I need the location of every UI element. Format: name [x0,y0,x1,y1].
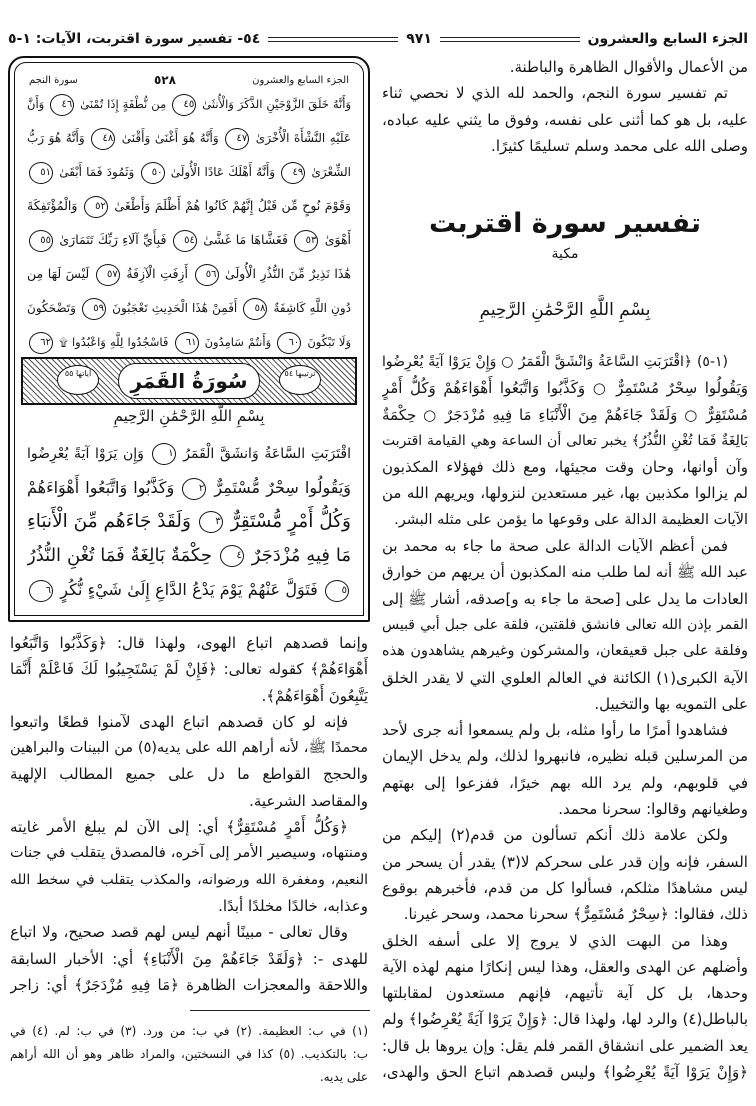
ayah-number-marker: ٤٩ [281,162,305,184]
text-line: العادات ما يدل على [صحة ما جاء به و]صدقه، أشار ﷺ إلى [382,589,748,608]
basmala: بِسْمِ اللَّهِ الرَّحْمَٰنِ الرَّحِيمِ [479,300,651,320]
text-line: وصلى الله على محمد وسلم تسليمًا كثيرًا. [491,136,748,155]
text-line: من المرسلين قبله نظيره، فانبهروا لذلك، ولم يدخل الإيمان [382,747,748,766]
ayah-number-marker: ٤ [220,545,244,567]
quran-text: وَلَا تَبْكُونَ [303,335,351,349]
quran-line [27,121,351,155]
text-line: للهدى -: ﴿وَلَقَدْ جَاءَهُمْ مِنَ الْأَنْبَاءِ﴾ أي: الأخبار السابقة [10,949,368,968]
text-line: والمقاصد الشرعية. [249,791,368,810]
text-line: وهذا من البهت الذي لا يروج إلا على أسفه الخلق [382,931,728,950]
text-line: فمن أعظم الآيات الدالة على صحة ما جاء به محمد بن [382,537,728,556]
text-line: الآيات العظيمة الدالة على وقوعها ما يؤمن على مثله البشر. [394,511,748,528]
ayah-number-marker: ٥٢ [84,196,108,218]
text-line: بَالِغَةٌ فَمَا تُغْنِ النُّذُرُ﴾ يخبر تعالى أن الساعة وهي القيامة اقتربت [382,432,748,449]
ayah-number-marker: ٣ [199,511,223,533]
surah-title: سُورَةُ القَمَرِ [118,363,260,399]
quran-text: فَتَوَلَّ عَنْهُمْ يَوْمَ يَدْعُ الدَّاعِ إِلَىٰ شَيْءٍ نُّكُرٍ [55,580,323,599]
ayah-number-marker: ٤٦ [50,94,74,116]
ayah-number-marker: ٥٧ [96,264,120,286]
quran-text: مَا فِيهِ مُزْدَجَرٌ [245,545,351,566]
text-line: ليس مشاهدًا مثلكم، فسألوا كل من قدم، فأخبرهم بوقوع [382,878,748,897]
quran-text: وَلَقَدْ جَاءَهُم مِّنَ الْأَنبَاءِ [27,511,197,532]
quran-line [27,437,351,471]
quran-text: وَإِن يَرَوْا آيَةً يُعْرِضُوا [27,446,150,462]
ayah-number-marker: ٥٩ [82,298,106,320]
quran-text: وَأَنَّ [27,97,49,111]
mushaf-surah-name: سورة النجم [29,74,78,86]
text-line: وآن أوانها، وحان وقت مجيئها، ومع ذلك فهؤلاء المكذبون [382,458,748,477]
text-line: عليه، بل هو كما أثنى على نفسه، وفوق ما يثني عليه عباده، [382,110,748,129]
quran-text: لَيْسَ لَهَا مِن [27,266,94,281]
header-part: الجزء السابع والعشرون [587,31,748,47]
surah-verses-medallion: آياتها ٥٥ [57,365,99,395]
quran-text: أَهْوَىٰ [320,232,351,247]
quran-text: دُونِ اللَّهِ كَاشِفَةٌ [269,301,351,315]
quran-text: مِن نُّطْفَةٍ إِذَا تُمْنَىٰ [76,97,171,111]
header-rule [440,37,580,42]
quran-text: عَلَيْهِ النَّشْأَةَ الْأُخْرَىٰ [251,131,351,145]
text-line: محمدًا ﷺ، لأنه أراهم الله على يديه(٥) من البينات والبراهين [10,740,368,757]
quran-text: أَفَمِنْ هَٰذَا الْحَدِيثِ تَعْجَبُونَ [108,301,242,315]
quran-text: فَغَشَّاهَا مَا غَشَّىٰ [198,232,293,247]
text-line: النعيم، ومغفرة الله ورضوانه، والمكذب يتقلب في سخط الله [10,871,368,888]
footnote-line: (١) في ب: العظيمة. (٢) في ب: من ورد. (٣) في ب: لم. (٤) في [10,1024,368,1038]
text-line: وأضلهم عن الهدى والعقل، وهذا ليس إنكارًا منهم لهذه الآية [382,957,748,976]
text-line: يَتَّبِعُونَ أَهْوَاءَهُمْ﴾. [261,686,368,705]
footnote-line: على يديه. [319,1070,368,1084]
quran-text: وَتَضْحَكُونَ [27,301,81,315]
text-line: القمر بإذن الله تعالى فانشق فلقتين، فلقة على جبل أبي قبيس [382,616,748,633]
footnote-divider [190,1010,370,1011]
ayah-number-marker: ٦٠ [277,332,301,354]
text-line: الآية الكبرى(١) الكائنة في العالم العلوي التي لا يقدر الخلق [382,668,748,687]
text-line: تم تفسير سورة النجم، والحمد لله الذي لا نحصي ثناء [382,84,728,103]
text-line: على التمويه بها والتخييل. [594,694,748,713]
header-page-number: ٩٧١ [406,31,432,47]
text-line: مُسْتَقِرٌّ ○ وَلَقَدْ جَاءَهُمْ مِنَ الْأَنْبَاءِ مَا فِيهِ مُزْدَجَرٌ ○ حِكْمَةٌ [382,405,748,424]
quran-text: أَزِفَتِ الْآزِفَةُ [121,266,193,281]
quran-text: حِكْمَةٌ بَالِغَةٌ فَمَا تُغْنِ النُّذُرُ [27,545,218,566]
ayah-number-marker: ٥٦ [195,264,219,286]
ayah-number-marker: ٤٥ [172,94,196,116]
text-line: وإنما قصدهم اتباع الهوى، ولهذا قال: ﴿وَكَذَّبُوا وَاتَّبَعُوا [10,634,368,652]
text-line: وفلقة على جبل قعيقعان، والمشركون وغيرهم يشاهدون هذه [382,643,748,660]
quran-text: وَالْمُؤْتَفِكَةَ [27,198,82,213]
text-line: ﴿وَإِنْ يَرَوْا آيَةً يُعْرِضُوا﴾ وليس قصدهم اتباع الحق والهدى، [382,1063,748,1082]
text-line: وعذابه، خالدًا مخلدًا أبدًا. [218,896,368,915]
text-line: فإنه لو كان قصدهم اتباع الهدى لآمنوا قطعًا واتبعوا [10,712,348,731]
quran-line [27,291,351,325]
left-column-text [10,630,368,998]
mushaf-page-box [8,56,370,622]
mushaf-page-number: ٥٢٨ [153,73,176,87]
ayah-number-marker: ٢ [182,478,206,500]
text-line: ﴿وَكُلُّ أَمْرٍ مُسْتَقِرٌّ﴾ أي: إلى الآن لم يبلغ الأمر غايته [10,818,348,837]
text-line: لم يزالوا مكذبين بها، غير مستعدين لنزولها، ويريهم الله من [382,484,748,503]
surah-banner [21,357,357,405]
ayah-number-marker: ٤٧ [225,128,249,150]
ayah-number-marker: ٥٠ [141,162,165,184]
text-line: من الأعمال والأقوال الظاهرة والباطنة. [509,58,748,76]
chapter-title: تفسير سورة اقتربت [428,208,702,239]
quran-line [27,189,351,223]
quran-line [27,573,351,607]
text-line: السفر، فإنه وإن قدر على سحركم لا(٣) يقدر أن يسحر من [382,852,748,871]
quran-text: وَأَنَّهُ هُوَ رَبُّ [27,131,90,145]
quran-text: فَبِأَيِّ آلَاءِ رَبِّكَ تَتَمَارَىٰ [55,232,171,247]
quran-text: وَأَنَّهُ هُوَ أَغْنَىٰ وَأَقْنَىٰ [117,131,224,145]
quran-line [27,505,351,539]
text-line: ومنتهاه، وسيصير الأمر إلى آخره، فالمصدق يتقلب في جنات [10,845,368,862]
chapter-subtitle: مكية [551,246,579,262]
text-line: وحدها، بل كل آية تأتيهم، فإنهم مستعدون لمقابلتها [382,984,748,1003]
mushaf-inner-frame [14,62,364,616]
ayah-number-marker: ٥٣ [294,230,318,252]
quran-line [27,87,351,121]
quran-line [27,155,351,189]
text-line: في قلوبهم، ولم يرد الله بهم خيرًا، ففزعوا إلى بهتهم [382,773,748,792]
text-line: ولكن علامة ذلك أنكم تسألون من قدم(٢) إليكم من [382,826,729,845]
ayah-number-marker: ٦١ [175,332,199,354]
ayah-number-marker: ١ [152,443,176,465]
footnotes [10,1020,368,1089]
right-column-text [382,349,748,1085]
header-section: ٥٤- تفسير سورة اقتربت، الآيات: ١-٥ [8,31,261,47]
text-line: عبد الله ﷺ أنه لما طلب منه المكذبون أن يريهم من خوارق [382,563,748,582]
quran-text: هَٰذَا نَذِيرٌ مِّنَ النُّذُرِ الْأُولَىٰ [220,266,351,281]
running-header [8,28,748,50]
text-line: وطغيانهم وقالوا: سحرنا محمد. [558,800,748,819]
ayah-number-marker: ٥١ [29,162,53,184]
quran-text: وَأَنتُمْ سَامِدُونَ [200,335,276,349]
ayah-number-marker: ٦٢ [29,332,53,354]
quran-text: اقْتَرَبَتِ السَّاعَةُ وَانشَقَّ الْقَمَرُ [177,446,351,462]
ayah-number-marker: ٥٨ [243,298,267,320]
quran-text: وَأَنَّهُ أَهْلَكَ عَادًا الْأُولَىٰ [166,165,280,179]
footnote-line: ب: بالتكذيب. (٥) كذا في النسختين، والمراد ظاهر وهو أن الله أراهم [10,1047,368,1061]
ayah-number-marker: ٥٤ [173,230,197,252]
quran-line [27,325,351,359]
quran-text: وَكَذَّبُوا وَاتَّبَعُوا أَهْوَاءَهُمْ [27,478,181,497]
ayah-number-marker: ٥٥ [29,230,53,252]
quran-text: وَثَمُودَ فَمَا أَبْقَىٰ [55,165,139,179]
quran-text: الشِّعْرَىٰ [307,165,351,179]
mushaf-part: الجزء السابع والعشرون [252,74,349,86]
text-line: والحجج القواطع ما دل على جميع المطالب الإلهية [10,765,368,784]
ayah-number-marker: ٥ [325,580,349,602]
quran-line [27,471,351,505]
mushaf-basmala: بِسْمِ اللَّهِ الرَّحْمَٰنِ الرَّحِيمِ [113,407,265,425]
quran-text: وَأَنَّهُ خَلَقَ الزَّوْجَيْنِ الذَّكَرَ وَالْأُنثَىٰ [198,97,351,111]
quran-line [27,539,351,573]
ayah-number-marker: ٦ [29,580,53,602]
quran-line [27,223,351,257]
text-line: أَهْوَاءَهُمْ﴾ كقوله تعالى: ﴿فَإِنْ لَمْ يَسْتَجِيبُوا لَكَ فَاعْلَمْ أَنَّمَا [10,660,368,679]
quran-line [27,257,351,291]
text-line: وَيَقُولُوا سِحْرٌ مُسْتَمِرٌّ ○ وَكَذَّبُوا وَاتَّبَعُوا أَهْوَاءَهُمْ وَكُلُّ أَمْرٍ [382,379,748,398]
text-line: وقال تعالى - مبينًا أنهم ليس لهم قصد صحيح، ولا اتباع [10,923,348,942]
text-line: واللاحقة والمعجزات الظاهرة ﴿مَا فِيهِ مُزْدَجَرٌ﴾ أي: زاجر [10,975,368,994]
quran-text: فَاسْجُدُوا لِلَّهِ وَاعْبُدُوا ۩ [55,335,173,349]
quran-text: وَيَقُولُوا سِحْرٌ مُّسْتَمِرٌّ [208,478,351,497]
surah-order-medallion: ترتيبها ٥٤ [279,365,321,395]
text-line: بالباطل(٤) والرد لها، ولهذا قال: ﴿وَإِنْ يَرَوْا آيَةً يُعْرِضُوا﴾ ولم [382,1010,748,1029]
header-rule [268,37,398,42]
text-line: (١-٥) ﴿اقْتَرَبَتِ السَّاعَةُ وَانْشَقَّ الْقَمَرُ ○ وَإِنْ يَرَوْا آيَةً يُعْرِضُوا [382,354,728,370]
text-line: فشاهدوا أمرًا ما رأوا مثله، بل ولم يسمعوا أنه جرى لأحد [382,721,728,740]
text-line: ذلك، فقالوا: ﴿سِحْرٌ مُسْتَمِرٌّ﴾ سحرنا محمد، وسحر غيرنا. [403,905,748,924]
ayah-number-marker: ٤٨ [91,128,115,150]
quran-text: وَكُلُّ أَمْرٍ مُّسْتَقِرٌّ [224,511,351,532]
quran-text: وَقَوْمَ نُوحٍ مِّن قَبْلُ إِنَّهُمْ كَانُوا هُمْ أَظْلَمَ وَأَطْغَىٰ [109,198,351,213]
intro-text [382,54,748,159]
text-line: يعد الضمير على انشقاق القمر فلم يقل: وإن يروها بل قال: [382,1036,748,1055]
